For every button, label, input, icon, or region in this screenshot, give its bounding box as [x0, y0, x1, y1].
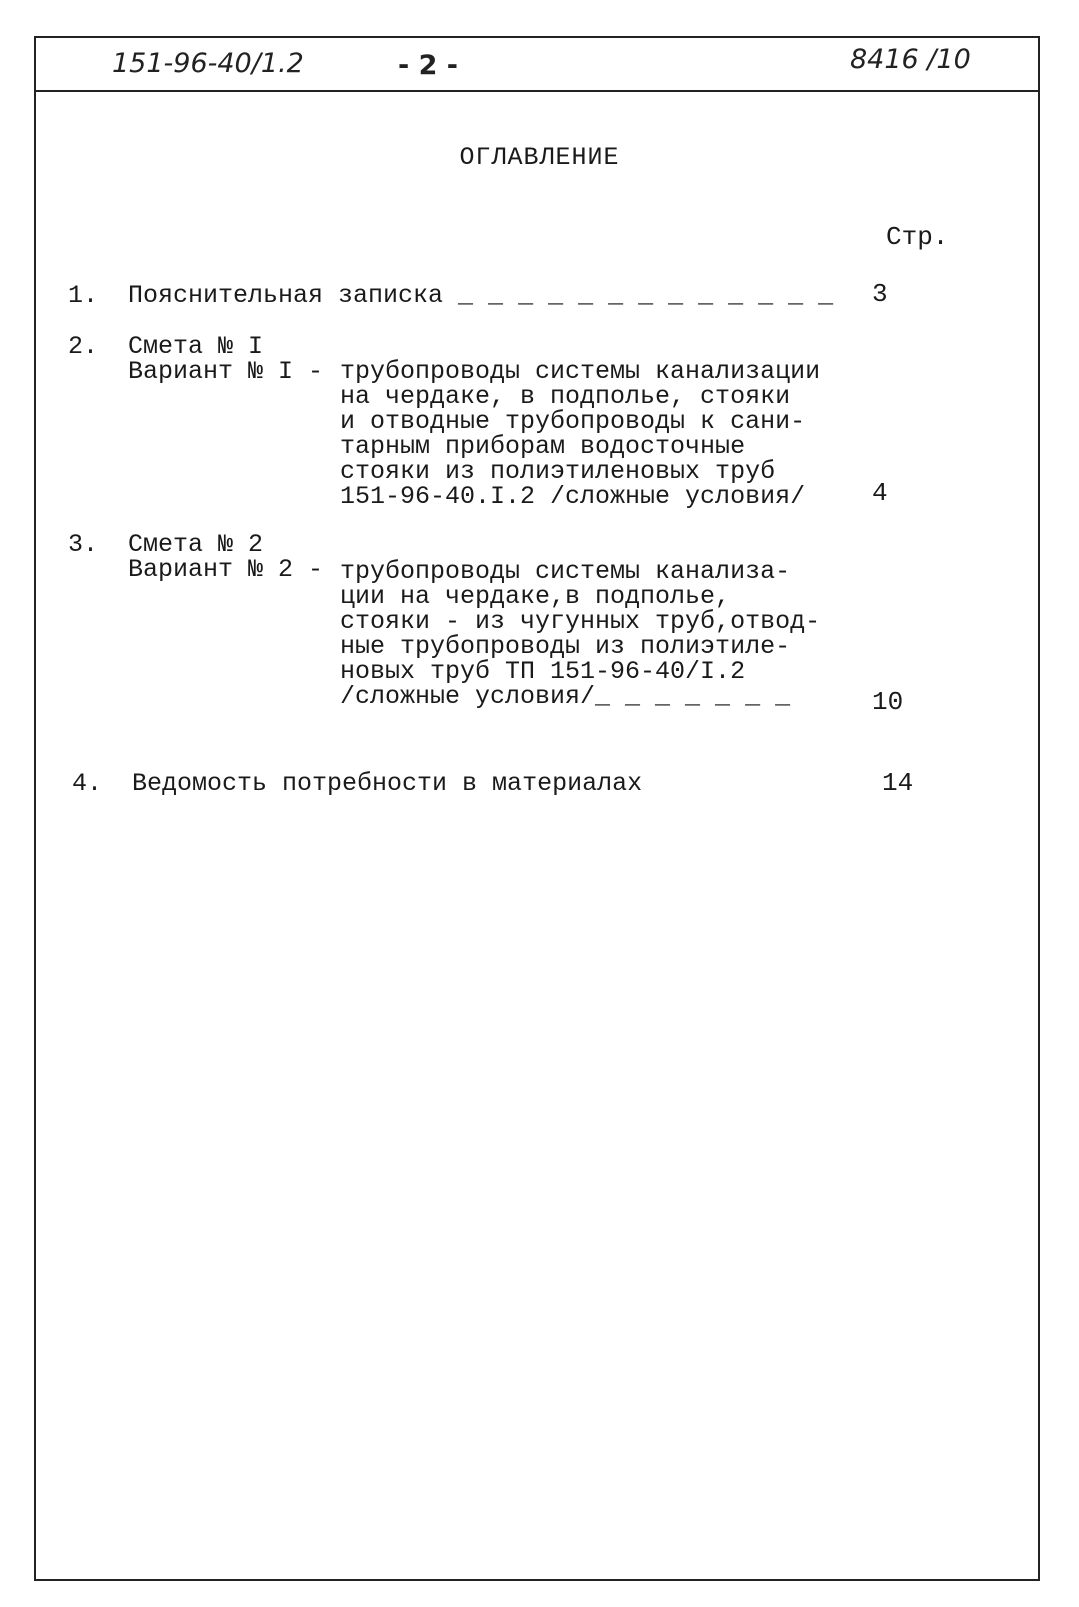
- toc-item-line: стояки из полиэтиленовых труб: [340, 457, 776, 486]
- doc-code: 151-96-40/1.2: [112, 48, 304, 79]
- toc-item-page: 14: [882, 768, 914, 798]
- toc-item-text: Ведомость потребности в материалах: [132, 769, 643, 798]
- toc-item-line: стояки - из чугунных труб,отвод-: [340, 607, 821, 636]
- page-column-label: Стр.: [886, 222, 949, 252]
- toc-item-text: Пояснительная записка _ _ _ _ _ _ _ _ _ _ _ _ _: [128, 281, 834, 310]
- toc-item-line: 151-96-40.I.2 /сложные условия/: [340, 482, 806, 511]
- page-frame: [34, 36, 1040, 1581]
- toc-item-line: трубопроводы системы канализа-: [340, 557, 791, 586]
- toc-item-number: 4.: [72, 769, 103, 798]
- toc-item-line: /сложные условия/_ _ _ _ _ _ _: [340, 682, 791, 711]
- toc-item-label: Смета № 2: [128, 530, 264, 559]
- toc-item-line: трубопроводы системы канализации: [340, 357, 821, 386]
- toc-item-variant: Вариант № 2 -: [128, 555, 324, 584]
- toc-item-line: на чердаке, в подполье, стояки: [340, 382, 791, 411]
- toc-item-label: Смета № I: [128, 332, 264, 361]
- toc-item-line: ции на чердаке,в подполье,: [340, 582, 731, 611]
- toc-item-number: 1.: [68, 281, 99, 310]
- toc-item-line: тарным приборам водосточные: [340, 432, 746, 461]
- toc-item-number: 3.: [68, 530, 99, 559]
- toc-item-page: 10: [872, 687, 904, 717]
- toc-item-line: и отводные трубопроводы к сани-: [340, 407, 806, 436]
- toc-item-page: 4: [872, 478, 888, 508]
- page-number: - 2 -: [398, 50, 458, 81]
- toc-item-number: 2.: [68, 332, 99, 361]
- toc-item-page: 3: [872, 279, 888, 309]
- toc-item-variant: Вариант № I -: [128, 357, 324, 386]
- header-divider: [34, 90, 1040, 92]
- toc-title: ОГЛАВЛЕНИЕ: [459, 143, 620, 172]
- toc-item-line: ные трубопроводы из полиэтиле-: [340, 632, 791, 661]
- archive-number: 8416 /10: [850, 44, 971, 75]
- toc-item-line: новых труб ТП 151-96-40/I.2: [340, 657, 746, 686]
